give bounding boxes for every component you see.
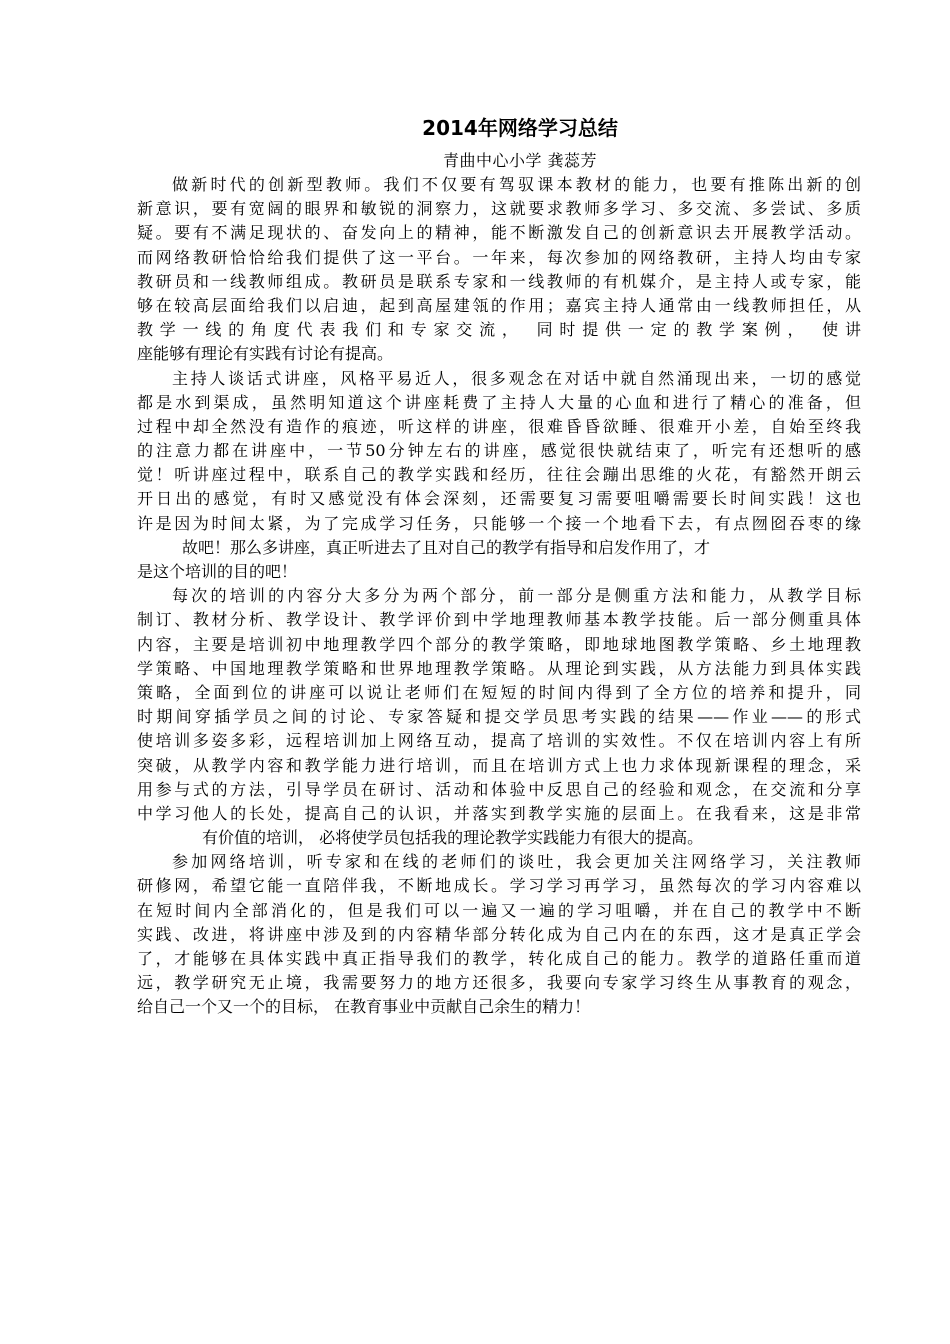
paragraph-line: 突破，从教学内容和教学能力进行培训，而且在培训方式上也力求体现新课程的理念，采 — [137, 755, 861, 775]
paragraph-line: 有价值的培训， 必将使学员包括我的理论教学实践能力有很大的提高。 — [202, 828, 704, 848]
paragraph-line: 而网络教研恰恰给我们提供了这一平台。一年来，每次参加的网络教研，主持人均由专家 — [137, 247, 861, 267]
paragraph-line: 做新时代的创新型教师。我们不仅要有驾驭课本教材的能力，也要有推陈出新的创 — [172, 175, 861, 194]
paragraph-line: 实践、改进，将讲座中涉及到的内容精华部分转化成为自己内在的东西，这才是真正学会 — [137, 924, 861, 944]
paragraph-line: 教研员和一线教师组成。教研员是联系专家和一线教师的有机媒介，是主持人或专家，能 — [137, 271, 861, 291]
paragraph-line: 中学习他人的长处，提高自己的认识，并落实到教学实施的层面上。在我看来，这是非常 — [137, 803, 861, 823]
paragraph-line: 是这个培训的目的吧！ — [137, 562, 298, 581]
document-body — [137, 173, 861, 1020]
paragraph-line: 在短时间内全部消化的，但是我们可以一遍又一遍的学习咀嚼，并在自己的教学中不断 — [137, 900, 861, 920]
paragraph-line: 策略，全面到位的讲座可以说让老师们在短短的时间内得到了全方位的培养和提升，同 — [137, 682, 861, 702]
paragraph-line: 了，才能够在具体实践中真正指导我们的教学，转化成自己的能力。教学的道路任重而道 — [137, 949, 861, 968]
paragraph-line: 用参与式的方法，引导学员在研讨、活动和体验中反思自己的经验和观念，在交流和分享 — [137, 779, 861, 799]
paragraph-line: 学策略、中国地理教学策略和世界地理教学策略。从理论到实践，从方法能力到具体实践 — [137, 658, 861, 678]
paragraph-line: 使培训多姿多彩，远程培训加上网络互动，提高了培训的实效性。不仅在培训内容上有所 — [137, 731, 861, 751]
paragraph-line: 新意识，要有宽阔的眼界和敏锐的洞察力，这就要求教师多学习、多交流、多尝试、多质 — [137, 199, 861, 219]
paragraph-line: 开日出的感觉，有时又感觉没有体会深刻，还需要复习需要咀嚼需要长时间实践！这也 — [137, 489, 861, 509]
document-title: 2014年网络学习总结 — [422, 116, 618, 140]
author-line: 青曲中心小学 龚蕊芳 — [442, 151, 598, 170]
paragraph-line: 内容，主要是培训初中地理教学四个部分的教学策略，即地球地图教学策略、乡土地理教 — [137, 634, 861, 654]
author-row — [0, 148, 950, 171]
paragraph-line: 疑。要有不满足现状的、奋发向上的精神，能不断激发自己的创新意识去开展教学活动。 — [137, 223, 861, 243]
paragraph-line: 制订、教材分析、教学设计、教学评价到中学地理教师基本教学技能。后一部分侧重具体 — [137, 610, 861, 630]
paragraph-line: 够在较高层面给我们以启迪，起到高屋建瓴的作用；嘉宾主持人通常由一线教师担任，从 — [137, 295, 861, 315]
paragraph-line: 教学一线的角度代表我们和专家交流， 同时提供一定的教学案例， 使讲 — [137, 320, 861, 340]
paragraph-line: 参加网络培训，听专家和在线的老师们的谈吐，我会更加关注网络学习，关注教师 — [172, 852, 861, 872]
paragraph-line: 许是因为时间太紧，为了完成学习任务，只能够一个接一个地看下去，有点囫囵吞枣的缘 — [137, 513, 861, 533]
paragraph-line: 座能够有理论有实践有讨论有提高。 — [137, 344, 394, 364]
paragraph-line: 的注意力都在讲座中，一节50分钟左右的讲座，感觉很快就结束了，听完有还想听的感 — [137, 441, 861, 461]
paragraph-line: 主持人谈话式讲座，风格平易近人，很多观念在对话中就自然涌现出来，一切的感觉 — [172, 368, 861, 388]
paragraph-line: 时期间穿插学员之间的讨论、专家答疑和提交学员思考实践的结果——作业——的形式 — [137, 707, 861, 727]
paragraph-line: 过程中却全然没有造作的痕迹，听这样的讲座，很难昏昏欲睡、很难开小差，自始至终我 — [137, 416, 861, 436]
title-row — [0, 112, 950, 141]
paragraph-line: 远，教学研究无止境，我需要努力的地方还很多，我要向专家学习终生从事教育的观念， — [137, 973, 861, 993]
paragraph-line: 每次的培训的内容分大多分为两个部分，前一部分是侧重方法和能力，从教学目标 — [172, 586, 861, 606]
paragraph-line: 故吧！那么多讲座，真正听进去了且对自己的教学有指导和启发作用了，才 — [182, 537, 711, 557]
paragraph-line: 研修网，希望它能一直陪伴我，不断地成长。学习学习再学习，虽然每次的学习内容难以 — [137, 876, 861, 896]
paragraph-line: 给自己一个又一个的目标， 在教育事业中贡献自己余生的精力！ — [137, 997, 591, 1017]
paragraph-line: 都是水到渠成，虽然明知道这个讲座耗费了主持人大量的心血和进行了精心的准备，但 — [137, 392, 861, 412]
paragraph-line: 觉！听讲座过程中，联系自己的教学实践和经历，往往会蹦出思维的火花，有豁然开朗云 — [137, 465, 861, 485]
